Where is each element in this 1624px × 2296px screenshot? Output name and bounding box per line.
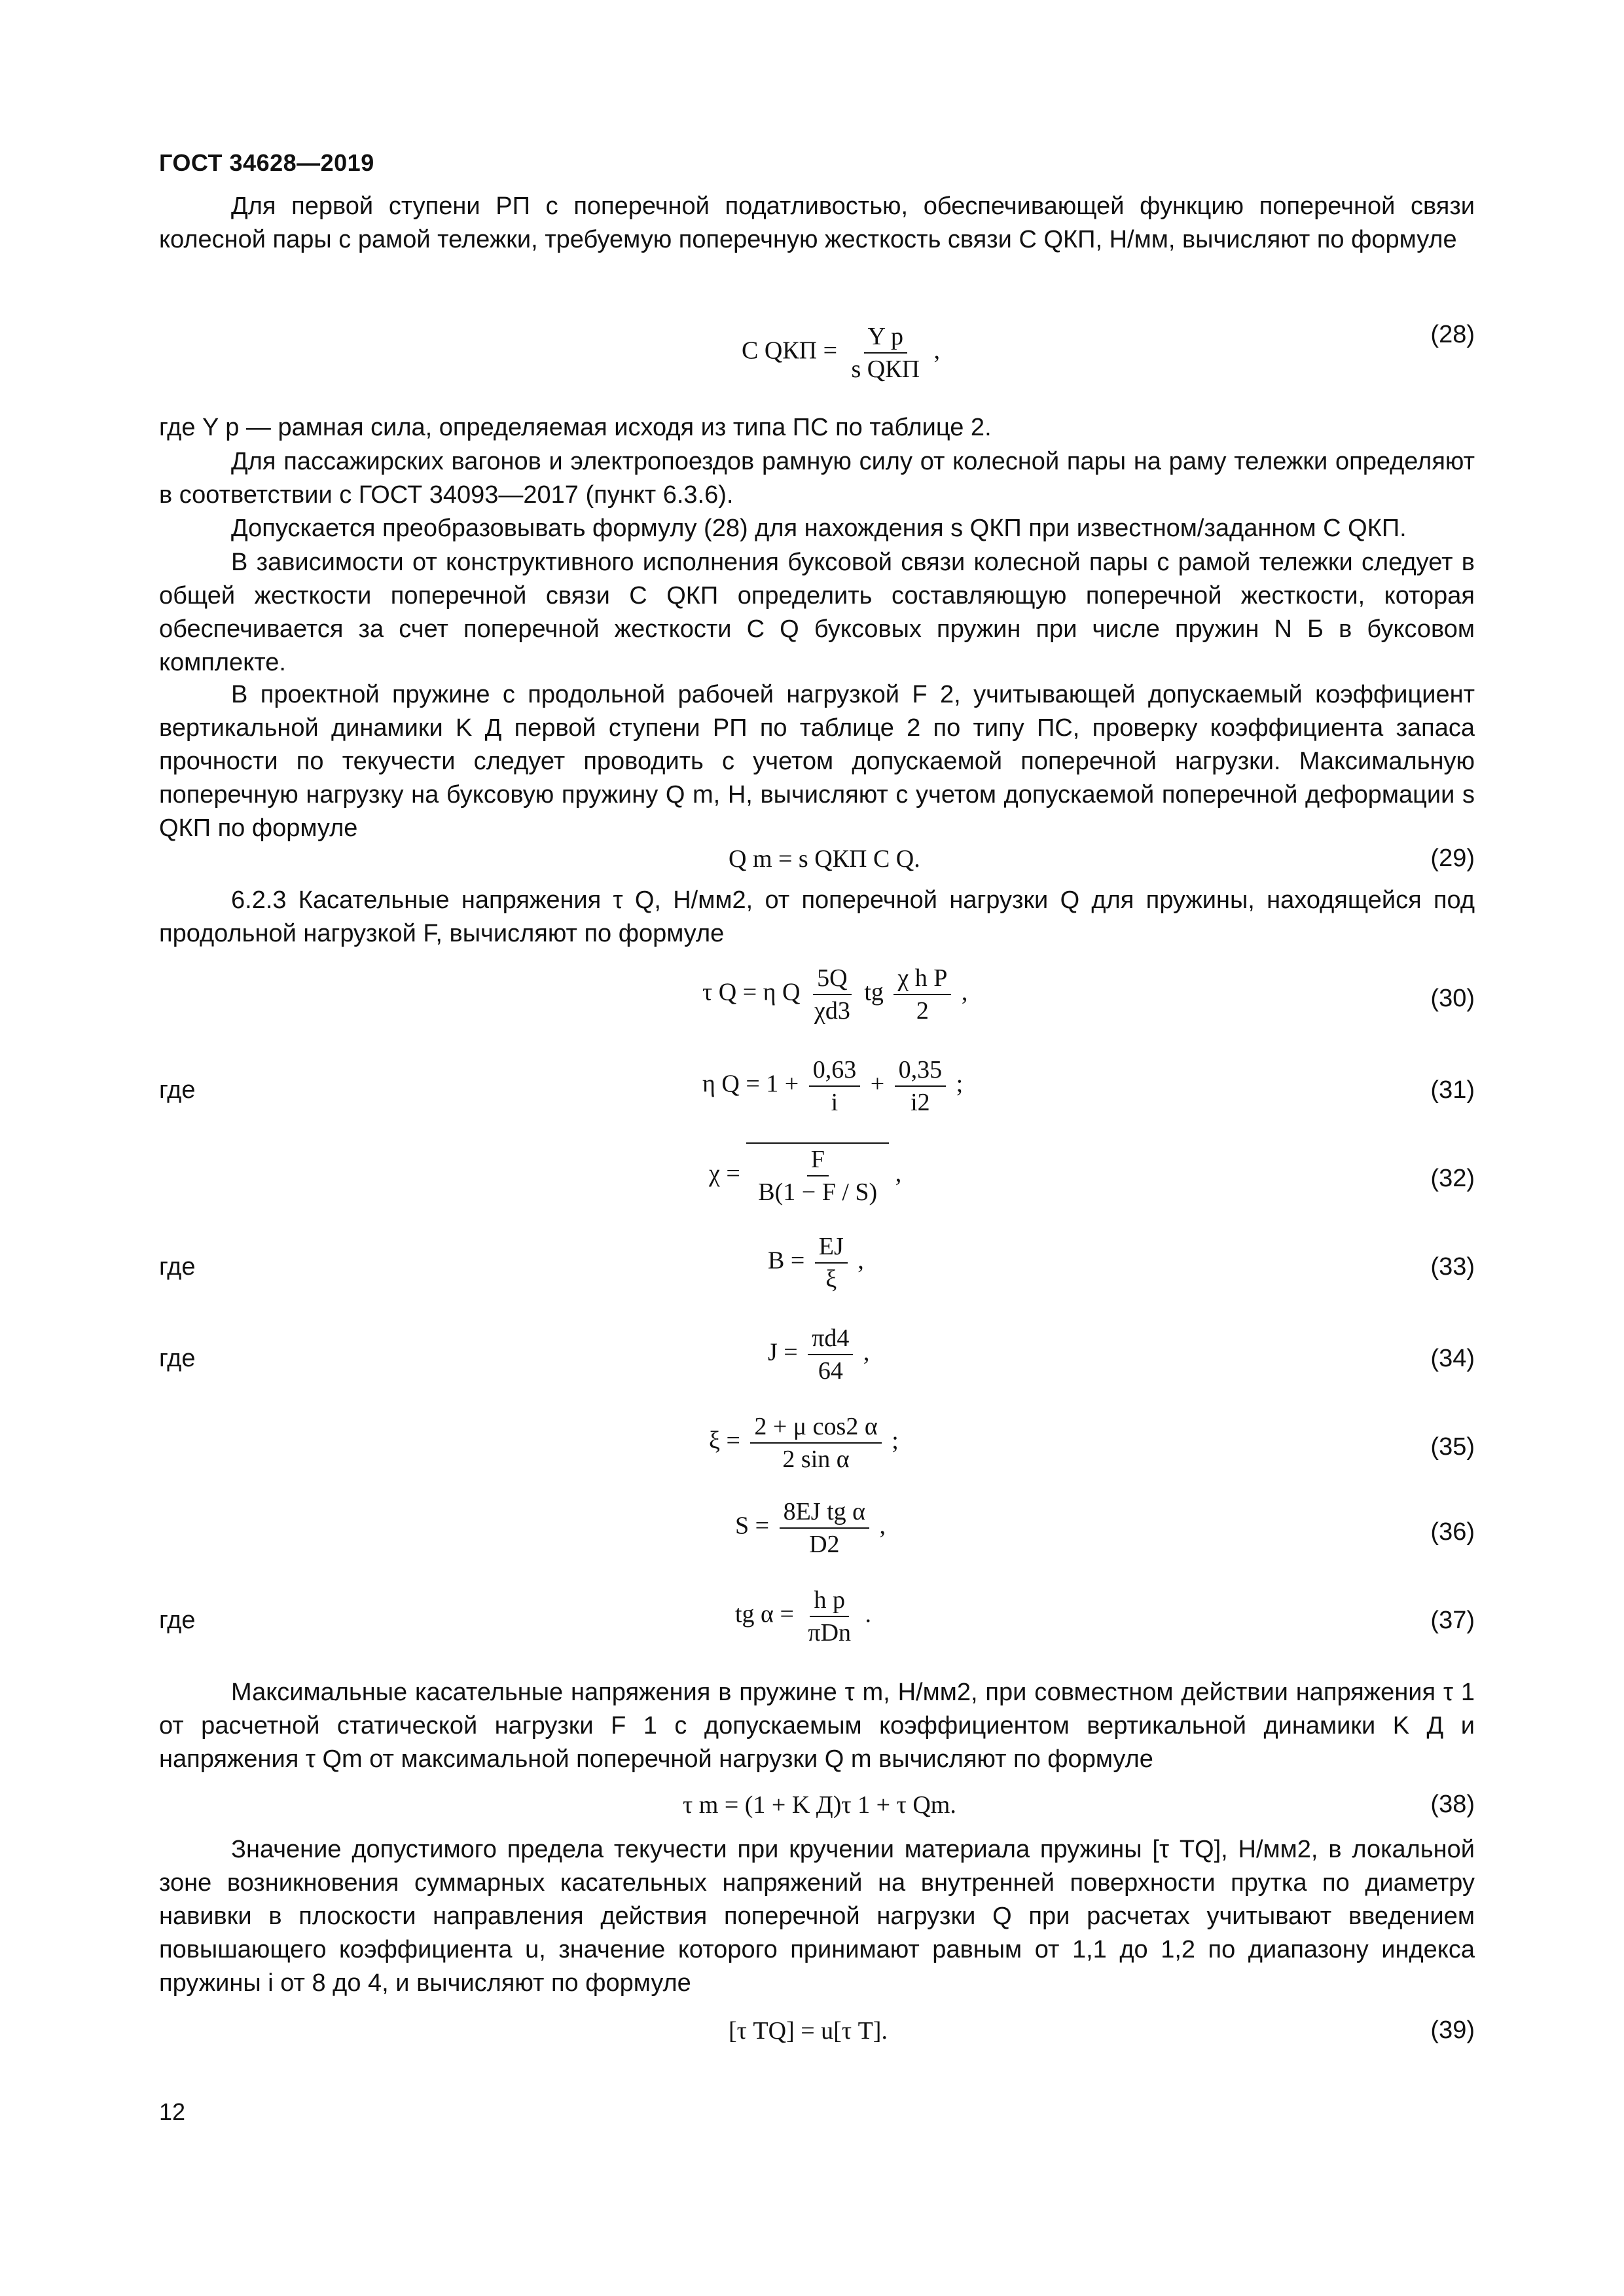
paragraph-9: Значение допустимого предела текучести при кручении материала пружины [τ TQ], Н/мм2, в локальной зоне возникновения суммарных касательных напряжений на внутренней поверхности прутка по диаметру навивки в плоскости направления действия поперечной нагрузки Q при расчетах учитывают введением повышающего коэффициента u, значение которого принимают равным от 1,1 до 1,2 по диапазону индекса пружины i от 8 до 4, и вычисляют по формуле	[159, 1836, 1475, 1997]
equation-39: [τ TQ] = u[τ Т]. (39)	[729, 2016, 1475, 2045]
equation-30: τ Q = η Q $\frac{5Q}{\chi d3}$ tg $\frac{\text{χ h P}}{2}$ , (30)	[159, 962, 1475, 1015]
equation-29: Q m = s QКП C Q. (29)	[729, 845, 1475, 873]
paragraph-2: где Y р — рамная сила, определяемая исходя из типа ПС по таблице 2.	[159, 414, 992, 441]
paragraph-6: В проектной пружине с продольной рабочей нагрузкой F 2, учитывающей допускаемый коэффициент вертикальной динамики K Д первой ступени РП по таблице 2 по типу ПС, проверку коэффициента запаса прочности по текучести следует проводить с учетом допускаемой поперечной нагрузки. Максимальную поперечную нагрузку на буксовую пружину Q m, Н, вычисляют с учетом допускаемой поперечной деформации s QКП по формуле	[159, 681, 1475, 842]
document-page	[159, 0, 1475, 2296]
equation-36: S = $\frac{\text{8EJ tg α}}{D2}$ , (36)	[159, 1496, 1475, 1548]
equation-33: где B = $\frac{EJ}{\xi}$ , (33)	[159, 1231, 1475, 1283]
paragraph-5: В зависимости от конструктивного исполнения буксовой связи колесной пары с рамой тележки следует в общей жесткости поперечной связи C QКП определить составляющую поперечной жесткости, которая обеспечивается за счет поперечной жесткости C Q буксовых пружин при числе пружин N Б в буксовом комплекте.	[159, 549, 1475, 676]
standard-header: ГОСТ 34628—2019	[159, 149, 374, 176]
paragraph-1: Для первой ступени РП с поперечной податливостью, обеспечивающей функцию поперечной связи колесной пары с рамой тележки, требуемую поперечную жесткость связи C QКП, Н/мм, вычисляют по формуле	[159, 192, 1475, 253]
equation-28: C QКП = Y р s QКП , (28)	[742, 321, 1475, 383]
equation-31: где η Q = 1 + $\frac{0,63}{i}$ + $\frac{0,35}{i2}$ ; (31)	[159, 1054, 1475, 1106]
paragraph-8: Максимальные касательные напряжения в пружине τ m, Н/мм2, при совместном действии напряжения τ 1 от расчетной статической нагрузки F 1 с допускаемым коэффициентом вертикальной динамики K Д и напряжения τ Qm от максимальной поперечной нагрузки Q m вычисляют по формуле	[159, 1679, 1475, 1773]
equation-38: τ m = (1 + K Д)τ 1 + τ Qm. (38)	[683, 1791, 1475, 1819]
paragraph-3: Для пассажирских вагонов и электропоездов рамную силу от колесной пары на раму тележки определяют в соответствии с ГОСТ 34093—2017 (пункт 6.3.6).	[159, 448, 1475, 509]
page-number: 12	[159, 2098, 186, 2125]
equation-34: где J = $\frac{\pi d4}{64}$ , (34)	[159, 1322, 1475, 1375]
equation-37: где tg α = h р πDn . (37)	[159, 1584, 1475, 1637]
equation-35: ξ = $\frac{\text{2 + μ cos2 α}}{\text{2 sin α}}$ ; (35)	[159, 1411, 1475, 1463]
paragraph-7: 6.2.3 Касательные напряжения τ Q, Н/мм2, от поперечной нагрузки Q для пружины, находящейся под продольной нагрузкой F, вычисляют по формуле	[159, 886, 1475, 947]
paragraph-4: Допускается преобразовывать формулу (28) для нахождения s QКП при известном/заданном C QКП.	[231, 515, 1407, 542]
equation-32: χ = $\frac{F}{B(1 - F / S)}$ , (32)	[159, 1142, 1475, 1195]
